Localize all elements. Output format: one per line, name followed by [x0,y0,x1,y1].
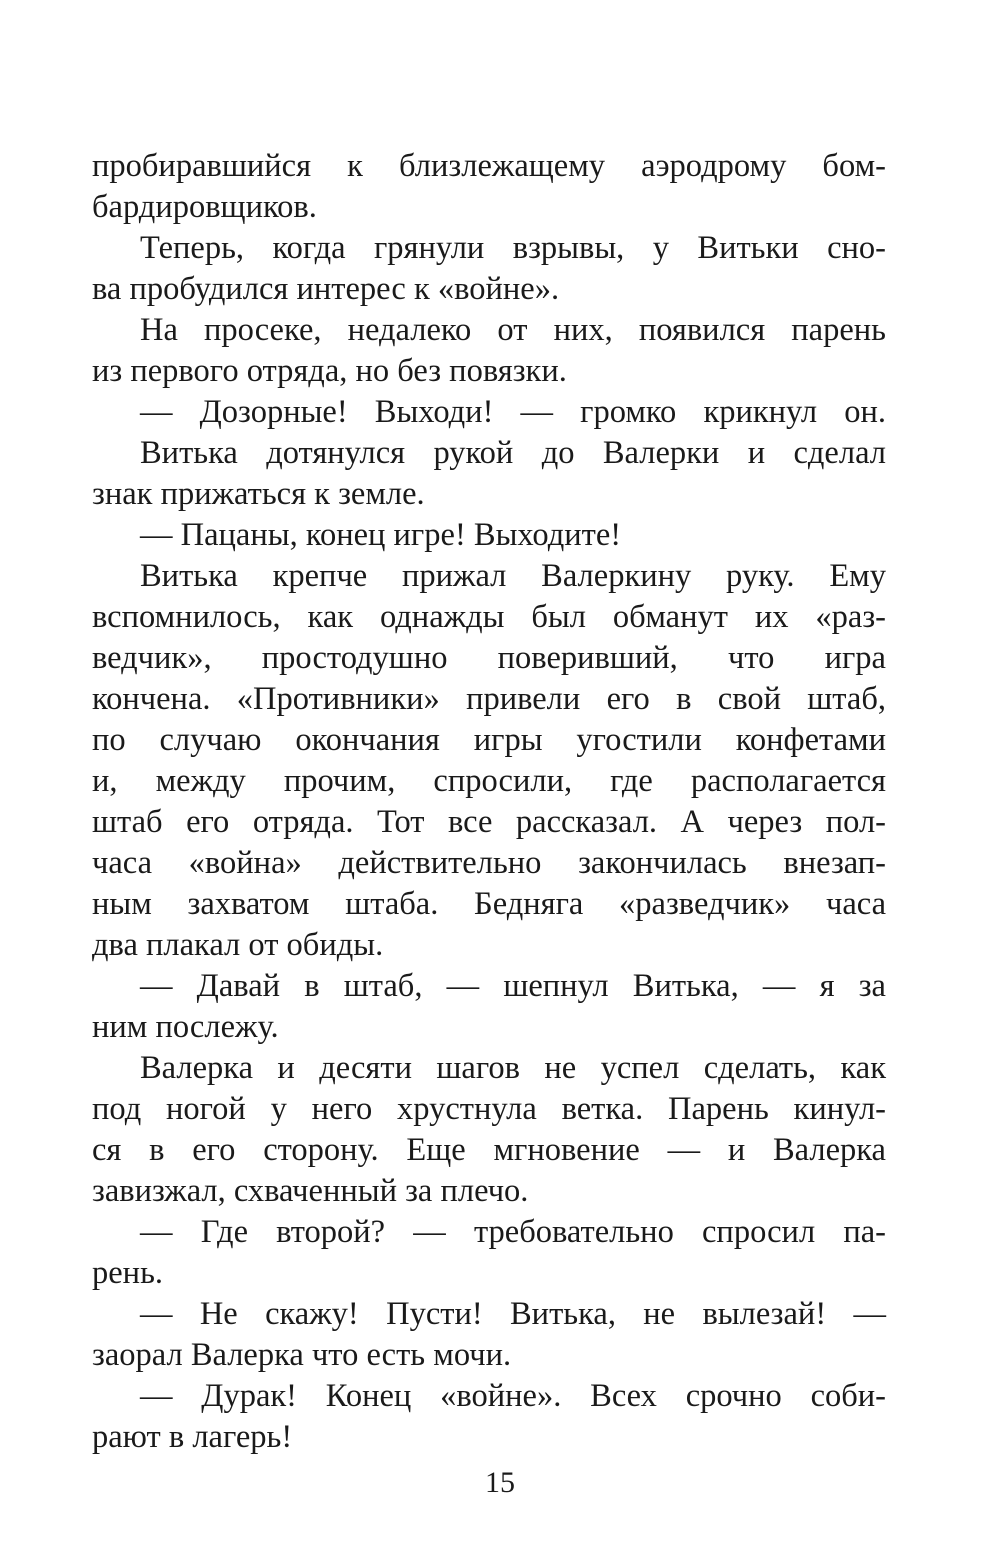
text-line: рень. [92,1255,164,1291]
text-line: Витька крепче прижал Валеркину руку. Ему [140,558,886,594]
text-line: часа «война» действительно закончилась внезап- [92,845,886,881]
text-line: штаб его отряда. Тот все рассказал. А через пол- [92,804,886,840]
text-line: вспомнилось, как однажды был обманут их «раз- [92,599,886,635]
text-line: Теперь, когда грянули взрывы, у Витьки сно- [140,230,886,266]
page-number: 15 [485,1466,515,1499]
text-line: кончена. «Противники» привели его в свой штаб, [92,681,886,717]
text-line: — Дурак! Конец «войне». Всех срочно соби- [140,1378,886,1414]
text-line: — Не скажу! Пусти! Витька, не вылезай! — [140,1296,886,1332]
text-line: заорал Валерка что есть мочи. [92,1337,512,1373]
text-line: из первого отряда, но без повязки. [92,353,567,389]
text-line: два плакал от обиды. [92,927,384,963]
text-line: ным захватом штаба. Бедняга «разведчик» часа [92,886,886,922]
text-line: и, между прочим, спросили, где располагается [92,763,886,799]
text-line: ва пробудился интерес к «войне». [92,271,560,307]
text-line: под ногой у него хрустнула ветка. Парень кинул- [92,1091,886,1127]
text-line: рают в лагерь! [92,1419,293,1455]
text-line: ся в его сторону. Еще мгновение — и Валерка [92,1132,886,1168]
text-line: ведчик», простодушно поверивший, что игра [92,640,886,676]
text-line: — Пацаны, конец игре! Выходите! [140,517,622,553]
text-line: Витька дотянулся рукой до Валерки и сделал [140,435,886,471]
text-line: ним послежу. [92,1009,279,1045]
text-line: — Где второй? — требовательно спросил па- [140,1214,886,1250]
text-line: завизжал, схваченный за плечо. [92,1173,529,1209]
text-line: На просеке, недалеко от них, появился парень [140,312,886,348]
text-line: по случаю окончания игры угостили конфетами [92,722,886,758]
text-line: бардировщиков. [92,189,317,225]
text-line: — Давай в штаб, — шепнул Витька, — я за [140,968,886,1004]
text-line: — Дозорные! Выходи! — громко крикнул он. [140,394,886,430]
text-line: пробиравшийся к близлежащему аэродрому бом- [92,148,886,184]
text-line: знак прижаться к земле. [92,476,425,512]
text-line: Валерка и десяти шагов не успел сделать, как [140,1050,886,1086]
